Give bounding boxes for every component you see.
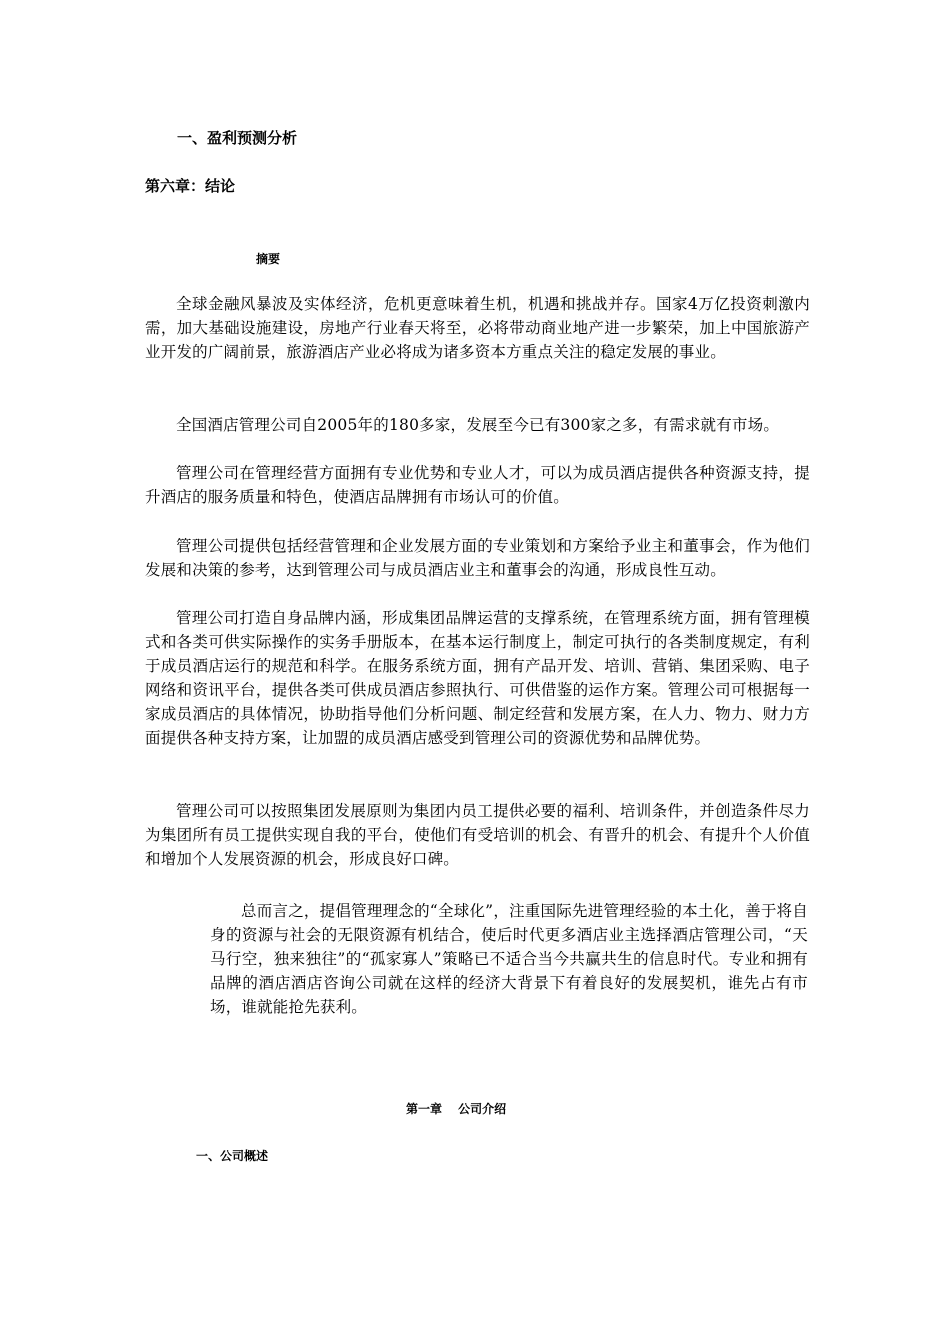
heading-profit-forecast: 一、盈利预测分析 xyxy=(177,129,298,147)
paragraph-3: 管理公司在管理经营方面拥有专业优势和专业人才，可以为成员酒店提供各种资源支持，提升酒店的服务质量和特色，使酒店品牌拥有市场认可的价值。 xyxy=(145,464,810,506)
heading-abstract: 摘要 xyxy=(256,252,281,266)
conclusion-paragraph: 总而言之，提倡管理理念的“全球化”，注重国际先进管理经验的本土化，善于将自身的资源与社会的无限资源有机结合，使后时代更多酒店业主选择酒店管理公司，“天马行空，独来独往”的“孤家寡人”策略已不适合当今共赢共生的信息时代。专业和拥有品牌的酒店酒店咨询公司就在这样的经济大背景下有着良好的发展契机，谁先占有市场，谁就能抢先获利。 xyxy=(210,902,808,1016)
paragraph-4: 管理公司提供包括经营管理和企业发展方面的专业策划和方案给予业主和董事会，作为他们发展和决策的参考，达到管理公司与成员酒店业主和董事会的沟通，形成良性互动。 xyxy=(145,537,810,579)
paragraph-2: 全国酒店管理公司自2005年的180多家，发展至今已有300家之多，有需求就有市场。 xyxy=(176,416,780,434)
paragraph-1: 全球金融风暴波及实体经济，危机更意味着生机，机遇和挑战并存。国家4万亿投资刺激内需，加大基础设施建设，房地产行业春天将至，必将带动商业地产进一步繁荣，加上中国旅游产业开发的广阔前景，旅游酒店产业必将成为诸多资本方重点关注的稳定发展的事业。 xyxy=(145,295,810,361)
paragraph-5: 管理公司打造自身品牌内涵，形成集团品牌运营的支撑系统，在管理系统方面，拥有管理模式和各类可供实际操作的实务手册版本，在基本运行制度上，制定可执行的各类制度规定，有利于成员酒店运行的规范和科学。在服务系统方面，拥有产品开发、培训、营销、集团采购、电子网络和资讯平台，提供各类可供成员酒店参照执行、可供借鉴的运作方案。管理公司可根据每一家成员酒店的具体情况，协助指导他们分析问题、制定经营和发展方案，在人力、物力、财力方面提供各种支持方案，让加盟的成员酒店感受到管理公司的资源优势和品牌优势。 xyxy=(145,609,810,747)
paragraph-6: 管理公司可以按照集团发展原则为集团内员工提供必要的福利、培训条件，并创造条件尽力为集团所有员工提供实现自我的平台，使他们有受培训的机会、有晋升的机会、有提升个人价值和增加个人发展资源的机会，形成良好口碑。 xyxy=(145,802,810,868)
heading-chapter-one: 第一章 公司介绍 xyxy=(406,1102,507,1116)
heading-chapter-six: 第六章：结论 xyxy=(145,177,236,195)
heading-company-overview: 一、公司概述 xyxy=(196,1149,269,1163)
